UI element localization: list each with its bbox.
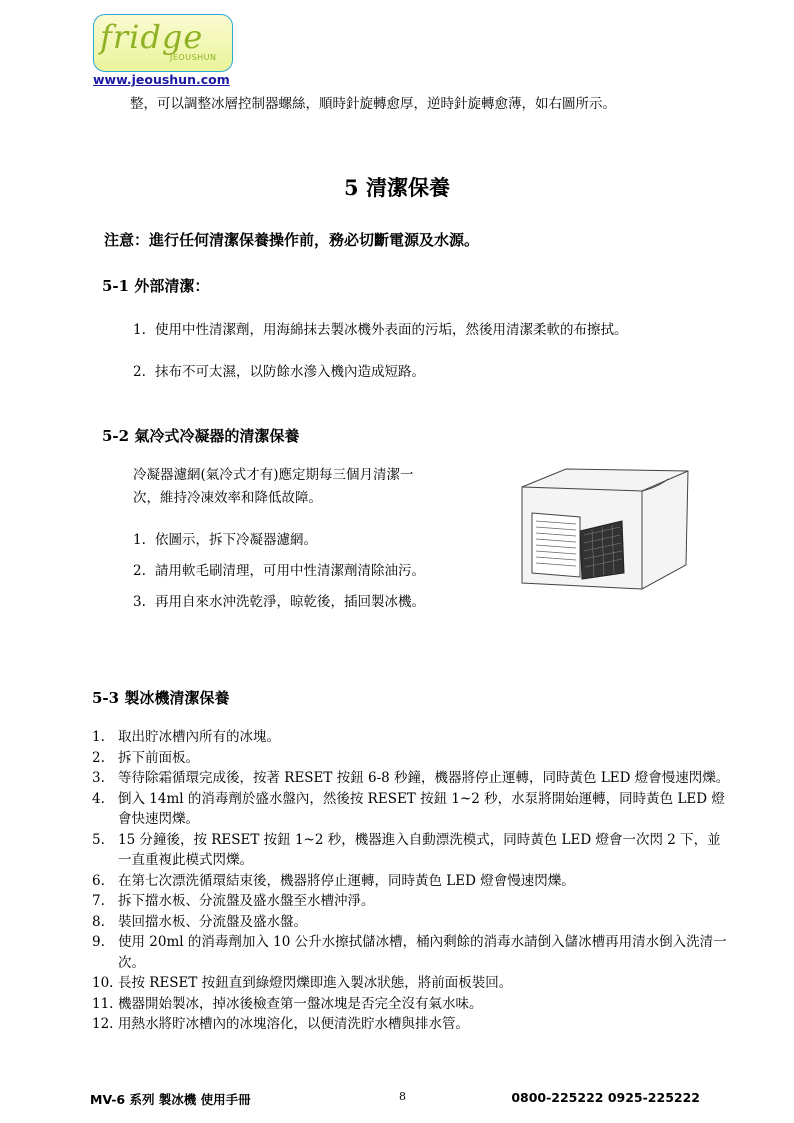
list-item xyxy=(92,932,732,973)
item-text: 取出貯冰槽內所有的冰塊。 xyxy=(118,729,280,745)
item-text: 使用中性清潔劑，用海綿抹去製冰機外表面的污垢，然後用清潔柔軟的布擦拭。 xyxy=(155,322,628,338)
paragraph-line: 次，維持冷凍效率和降低故障。 xyxy=(133,490,322,506)
item-text: 拆下前面板。 xyxy=(118,749,199,766)
list-item xyxy=(92,768,732,789)
item-number: 7. xyxy=(92,893,105,909)
item-text: 拆下擋水板、分流盤及盛水盤至水槽沖淨。 xyxy=(118,893,375,909)
list-item xyxy=(92,994,732,1015)
intro-line: 整，可以調整冰層控制器螺絲，順時針旋轉愈厚，逆時針旋轉愈薄，如右圖所示。 xyxy=(130,96,616,112)
footer xyxy=(90,1090,700,1108)
ice-machine-illustration xyxy=(518,465,692,593)
item-number: 8. xyxy=(92,913,105,930)
item-number: 2. xyxy=(133,563,146,579)
list-item xyxy=(92,891,732,912)
list-item xyxy=(133,528,317,548)
item-text: 用熱水將貯冰槽內的冰塊溶化，以便清洗貯水槽與排水管。 xyxy=(118,1016,469,1032)
item-text: 依圖示，拆下冷凝器濾網。 xyxy=(155,532,317,548)
list-item xyxy=(92,789,732,830)
item-text: 機器開始製冰，掉冰後檢查第一盤冰塊是否完全沒有氣水味。 xyxy=(118,995,483,1012)
item-number: 6. xyxy=(92,872,105,889)
item-number: 1. xyxy=(92,729,105,745)
list-item xyxy=(92,748,732,769)
section-heading-5-1: 5-1 外部清潔： xyxy=(102,277,210,295)
item-text: 15 分鐘後，按 RESET 按鈕 1~2 秒，機器進入自動漂洗模式，同時黃色 LED 燈會一次閃 2 下，並一直重複此模式閃爍。 xyxy=(118,831,721,868)
item-text: 再用自來水沖洗乾淨，晾乾後，插回製冰機。 xyxy=(155,594,425,610)
cleaning-steps-list xyxy=(92,727,732,1035)
list-item xyxy=(92,1014,732,1035)
section-heading-5-3: 5-3 製冰機清潔保養 xyxy=(92,689,230,707)
logo-subtext: JEOUSHUN xyxy=(170,53,217,62)
item-number: 4. xyxy=(92,790,105,807)
item-number: 5. xyxy=(92,831,105,848)
item-number: 9. xyxy=(92,934,105,950)
logo-text: fridge xyxy=(100,18,204,56)
item-number: 3. xyxy=(133,594,146,610)
list-item xyxy=(92,830,732,871)
warning-note: 注意：進行任何清潔保養操作前，務必切斷電源及水源。 xyxy=(104,231,480,249)
paragraph-line: 冷凝器濾網(氣冷式才有)應定期每三個月清潔一 xyxy=(133,467,414,483)
item-number: 1. xyxy=(133,532,146,548)
website-link[interactable]: www.jeoushun.com xyxy=(93,72,230,87)
section-heading-5-2: 5-2 氣冷式冷凝器的清潔保養 xyxy=(102,427,300,445)
page-title: 5 清潔保養 xyxy=(344,175,450,200)
list-item xyxy=(133,559,425,579)
footer-model: MV-6 系列 製冰機 使用手冊 xyxy=(90,1092,251,1107)
list-item xyxy=(92,912,732,933)
list-item xyxy=(133,318,628,338)
item-text: 請用軟毛刷清理，可用中性清潔劑清除油污。 xyxy=(155,563,425,579)
item-number: 11. xyxy=(92,995,114,1012)
item-text: 使用 20ml 的消毒劑加入 10 公升水擦拭儲冰槽，桶內剩餘的消毒水請倒入儲冰槽再用清水倒入洗清一次。 xyxy=(118,934,727,971)
item-text: 倒入 14ml 的消毒劑於盛水盤內，然後按 RESET 按鈕 1~2 秒，水泵將開始運轉，同時黃色 LED 燈會快速閃爍。 xyxy=(118,790,725,827)
item-number: 2. xyxy=(92,749,105,766)
item-number: 12. xyxy=(92,1016,114,1032)
item-text: 在第七次漂洗循環結束後，機器將停止運轉，同時黃色 LED 燈會慢速閃爍。 xyxy=(118,872,575,889)
item-number: 1. xyxy=(133,322,146,338)
item-number: 10. xyxy=(92,975,114,991)
item-number: 3. xyxy=(92,770,105,786)
item-text: 裝回擋水板、分流盤及盛水盤。 xyxy=(118,913,307,930)
list-item xyxy=(92,727,732,748)
item-text: 長按 RESET 按鈕直到綠燈閃爍即進入製冰狀態，將前面板裝回。 xyxy=(118,975,513,991)
list-item xyxy=(133,360,425,380)
filter-screen xyxy=(580,521,624,579)
item-number: 2. xyxy=(133,364,146,380)
page-number: 8 xyxy=(399,1090,406,1103)
list-item xyxy=(92,871,732,892)
footer-phones: 0800-225222 0925-225222 xyxy=(511,1090,700,1105)
list-item xyxy=(133,590,425,610)
item-text: 等待除霜循環完成後，按著 RESET 按鈕 6-8 秒鐘，機器將停止運轉，同時黃色 LED 燈會慢速閃爍。 xyxy=(118,770,730,786)
item-text: 抹布不可太濕，以防餘水滲入機內造成短路。 xyxy=(155,364,425,380)
list-item xyxy=(92,973,732,994)
